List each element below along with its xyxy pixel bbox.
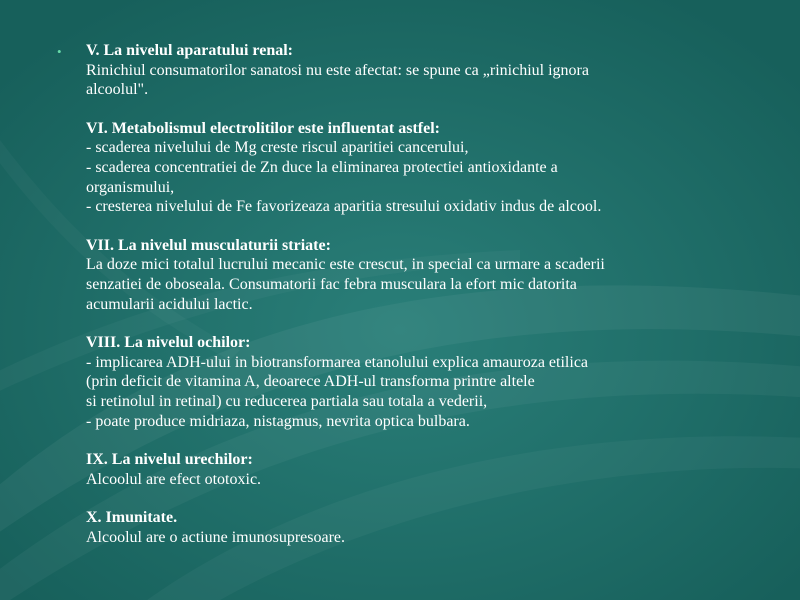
section-2 — [86, 119, 747, 217]
section-text-line: organismului, — [86, 178, 175, 196]
section-3 — [86, 236, 747, 314]
section-text-line: Alcoolul are o actiune imunosupresoare. — [86, 528, 346, 546]
section-text-line: Alcoolul are efect ototoxic. — [86, 470, 262, 488]
section-text-line: senzatiei de oboseala. Consumatorii fac febra musculara la efort mic datorita — [86, 275, 577, 293]
section-heading: V. La nivelul aparatului renal: — [86, 42, 293, 59]
section-text-line: Rinichiul consumatorilor sanatosi nu este afectat: se spune ca „rinichiul ignora — [86, 61, 589, 79]
section-4 — [86, 333, 747, 431]
section-text-line: si retinolul in retinal) cu reducerea partiala sau totala a vederii, — [86, 392, 488, 410]
section-heading: X. Imunitate. — [86, 509, 178, 527]
section-text-line: - implicarea ADH-ului in biotransformarea etanolului explica amauroza etilica — [86, 353, 589, 371]
slide-content — [57, 41, 747, 547]
section-heading: VIII. La nivelul ochilor: — [86, 334, 251, 352]
section-text-line: - scaderea nivelului de Mg creste riscul aparitiei cancerului, — [86, 139, 469, 157]
section-6 — [86, 508, 747, 547]
section-heading: VII. La nivelul musculaturii striate: — [86, 236, 331, 254]
section-1 — [86, 41, 747, 100]
sections-list — [57, 41, 747, 547]
section-text-line: (prin deficit de vitamina A, deoarece ADH-ul transforma printre altele — [86, 373, 535, 391]
section-text-line: La doze mici totalul lucrului mecanic este crescut, in special ca urmare a scaderii — [86, 256, 605, 274]
section-text-line: - scaderea concentratiei de Zn duce la eliminarea protectiei antioxidante a — [86, 158, 558, 176]
section-text-line: - poate produce midriaza, nistagmus, nevrita optica bulbara. — [86, 412, 470, 430]
section-text-line: - cresterea nivelului de Fe favorizeaza aparitia stresului oxidativ indus de alcool. — [86, 198, 602, 216]
section-text-line: acumularii acidului lactic. — [86, 295, 253, 313]
section-5 — [86, 450, 747, 489]
section-text-line: alcoolul". — [86, 81, 149, 99]
section-heading: VI. Metabolismul electrolitilor este influentat astfel: — [86, 119, 440, 137]
bullet-marker: • — [57, 44, 62, 59]
section-heading: IX. La nivelul urechilor: — [86, 451, 253, 469]
